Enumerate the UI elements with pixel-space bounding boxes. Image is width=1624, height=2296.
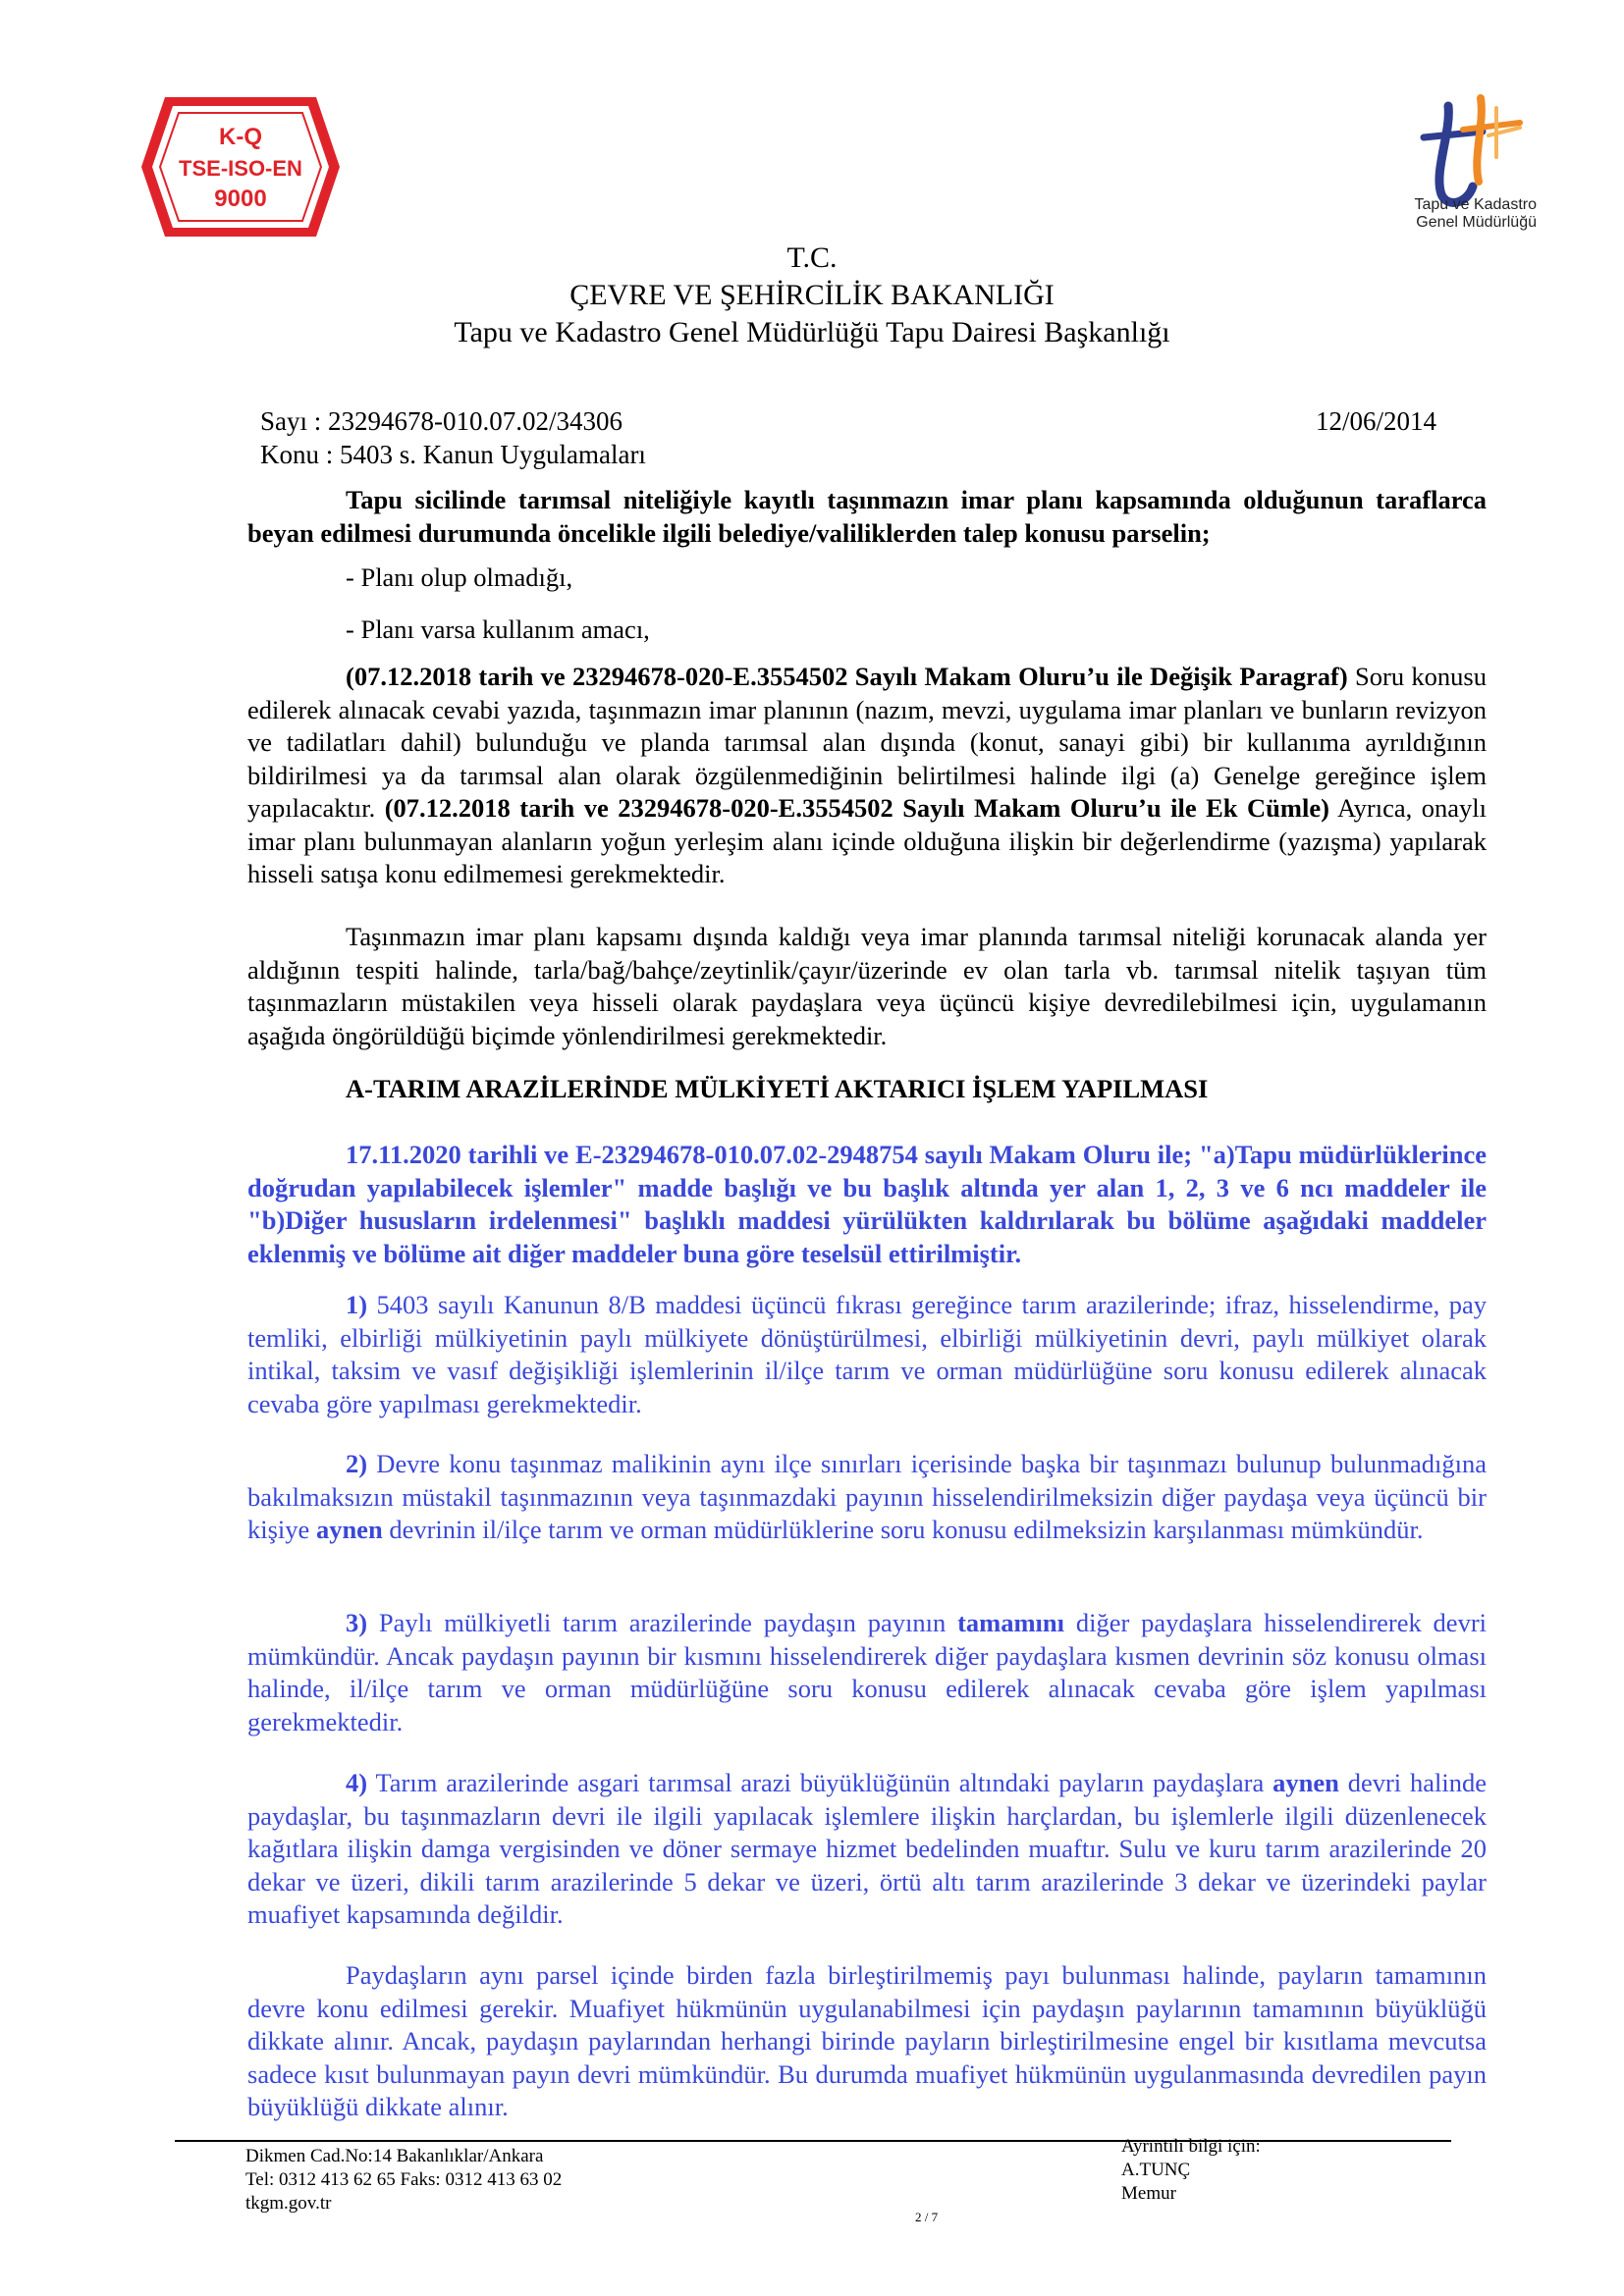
header-department: Tapu ve Kadastro Genel Müdürlüğü Tapu Dairesi Başkanlığı: [454, 316, 1170, 348]
item-2-number: 2): [346, 1449, 368, 1478]
tse-iso-en-9000-logo: [137, 93, 344, 240]
item-4: [247, 1767, 1487, 1932]
tkgm-caption-line2: Genel Müdürlüğü: [1416, 214, 1537, 231]
document-subject: Konu : 5403 s. Kanun Uygulamaları: [260, 440, 646, 469]
intro-paragraph: Tapu sicilinde tarımsal niteliğiyle kayıtlı taşınmazın imar planı kapsamında olduğunun taraflarca beyan edilmesi durumunda öncelikle ilgili belediye/valiliklerden talep konusu parselin;: [247, 485, 1487, 548]
footer-contact-name: A.TUNÇ: [1121, 2160, 1191, 2180]
item-3-number: 3): [346, 1608, 368, 1637]
item-3-emphasis: tamamını: [957, 1608, 1065, 1637]
paragraph-amended-text-a: Soru konusu edilerek alınacak cevabi yazıda, taşınmazın imar planının (nazım, mevzi, uygulama imar planları ve bunların revizyon ve tadilatları dahil) bulunduğu ve planda tarımsal alan dışında (konut, sanayi gibi) bir kullanıma ayrıldığının bildirilmesi ya da tarımsal alan olarak özgülenmediğinin belirtilmesi halinde ilgi (a) Genelge gereğince işlem yapılacaktır.: [247, 662, 1487, 823]
item-4-text-a: Tarım arazilerinde asgari tarımsal arazi büyüklüğünün altındaki payların paydaşlara: [367, 1768, 1273, 1797]
page-number: 2 / 7: [915, 2210, 939, 2224]
item-2-emphasis: aynen: [315, 1515, 383, 1544]
tkgm-caption: [1380, 196, 1537, 232]
footer-website: tkgm.gov.tr: [245, 2193, 332, 2214]
footer-contact-block: [1121, 2135, 1261, 2206]
item-4-text-b: devri halinde paydaşlar, bu taşınmazların devri ile ilgili yapılacak işlemlere ilişkin harçlardan, bu işlemlerle ilgili düzenlenecek kağıtlara ilişkin damga vergisinden ve döner sermaye hizmet bedelinden muaftır. Sulu ve kuru tarım arazilerinde 20 dekar ve üzeri, dikili tarım arazilerinde 5 dekar ve üzeri, örtü altı tarım arazilerinde 3 dekar ve üzerindeki paylar muafiyet kapsamında değildir.: [247, 1768, 1487, 1929]
item-1: [247, 1289, 1487, 1420]
footer-contact-title: Memur: [1121, 2183, 1176, 2204]
item-3-text-a: Paylı mülkiyetli tarım arazilerinde paydaşın payının: [367, 1608, 958, 1637]
item-2-text-a: Devre konu taşınmaz malikinin aynı ilçe sınırları içerisinde başka bir taşınmazı bulunup bulunmadığına bakılmaksızın müstakil taşınmazının veya taşınmazdaki payının hisselendirilmeksizin diğer paydaşa veya üçüncü bir kişiye: [247, 1449, 1487, 1544]
tse-line3: 9000: [214, 186, 267, 212]
footer-info-label: Ayrıntılı bilgi için:: [1121, 2136, 1261, 2157]
bullet-plan-exists: - Planı olup olmadığı,: [346, 562, 573, 592]
paragraph-outside-plan: Taşınmazın imar planı kapsamı dışında kaldığı veya imar planında tarımsal niteliği korunacak alanda yer aldığının tespiti halinde, tarla/bağ/bahçe/zeytinlik/çayır/üzerinde ev olan tarla vb. tarımsal nitelik taşıyan tüm taşınmazların müstakilen veya hisseli olarak paydaşlara veya üçüncü kişiye devredilebilmesi için, uygulamanın aşağıda öngörüldüğü biçimde yönlendirilmesi gerekmektedir.: [247, 922, 1487, 1050]
paragraph-multiple-shares: Paydaşların aynı parsel içinde birden fazla birleştirilmemiş payı bulunması halinde, payların tamamının devre konu edilmesi gerekir. Muafiyet hükmünün uygulanabilmesi için paydaşın paylarının tamamının büyüklüğü dikkate alınır. Ancak, paydaşın paylarından herhangi birinde payların birleştirilmesine engel bir kısıtlama mevcutsa sadece kısıt bulunmayan payın devri mümkündür. Bu durumda muafiyet hükmünün uygulanmasında devredilen payın büyüklüğü dikkate alınır.: [247, 1960, 1487, 2121]
footer-phone: Tel: 0312 413 62 65 Faks: 0312 413 63 02: [245, 2169, 563, 2190]
tkgm-caption-line1: Tapu ve Kadastro: [1414, 196, 1537, 213]
header-tc: T.C.: [786, 241, 838, 274]
section-heading: A-TARIM ARAZİLERİNDE MÜLKİYETİ AKTARICI İŞLEM YAPILMASI: [346, 1074, 1209, 1103]
item-1-number: 1): [346, 1290, 368, 1319]
item-4-number: 4): [346, 1768, 368, 1797]
paragraph-amended: [247, 661, 1487, 891]
item-3-text-b: diğer paydaşlara hisselendirerek devri mümkündür. Ancak paydaşın payının bir kısmını hisselendirerek diğer paydaşlara kısmen devrinin söz konusu olması halinde, il/ilçe tarım ve orman müdürlüğüne soru konusu edilerek alınacak cevaba göre işlem yapılması gerekmektedir.: [247, 1608, 1488, 1736]
tse-line1: K-Q: [219, 124, 262, 150]
amendment-note-a: (07.12.2018 tarih ve 23294678-020-E.3554502 Sayılı Makam Oluru’u ile Değişik Paragraf): [346, 662, 1348, 691]
item-2: [247, 1448, 1487, 1547]
footer-address: Dikmen Cad.No:14 Bakanlıklar/Ankara: [245, 2146, 544, 2166]
tse-line2: TSE-ISO-EN: [179, 156, 302, 181]
item-4-emphasis: aynen: [1272, 1768, 1339, 1797]
paragraph-amended-text-b: Ayrıca, onaylı imar planı bulunmayan alanların yoğun yerleşim alanı içinde olduğuna ilişkin bir değerlendirme (yazışma) yapılarak hisseli satışa konu edilmemesi gerekmektedir.: [247, 793, 1487, 888]
item-2-text-b: devrinin il/ilçe tarım ve orman müdürlüklerine soru konusu edilmeksizin karşılanması mümkündür.: [382, 1515, 1424, 1544]
amendment-note-b: (07.12.2018 tarih ve 23294678-020-E.3554502 Sayılı Makam Oluru’u ile Ek Cümle): [384, 793, 1329, 823]
document-number: Sayı : 23294678-010.07.02/34306: [260, 406, 623, 436]
document-date: 12/06/2014: [1316, 406, 1437, 436]
blue-amendment-intro: 17.11.2020 tarihli ve E-23294678-010.07.02-2948754 sayılı Makam Oluru ile; "a)Tapu müdürlüklerince doğrudan yapılabilecek işlemler" madde başlığı ve bu başlık altında yer alan 1, 2, 3 ve 6 ncı maddeler ile "b)Diğer hususların irdelenmesi" başlıklı maddesi yürülükten kaldırılarak bu bölüme aşağıdaki maddeler eklenmiş ve bölüme ait diğer maddeler buna göre teselsül ettirilmiştir.: [247, 1140, 1487, 1268]
item-3: [247, 1607, 1487, 1738]
footer-address-block: [245, 2145, 562, 2216]
bullet-plan-usage: - Planı varsa kullanım amacı,: [346, 614, 650, 644]
header-ministry: ÇEVRE VE ŞEHİRCİLİK BAKANLIĞI: [569, 279, 1055, 311]
item-1-text: 5403 sayılı Kanunun 8/B maddesi üçüncü fıkrası gereğince tarım arazilerinde; ifraz, hisselendirme, pay temliki, elbirliği mülkiyetinin paylı mülkiyete dönüştürülmesi, elbirliği mülkiyetinin devri, paylı mülkiyet olarak intikal, taksim ve vasıf değişikliği işlemlerinin il/ilçe tarım ve orman müdürlüğüne soru konusu edilerek alınacak cevaba göre yapılması gerekmektedir.: [247, 1290, 1487, 1418]
